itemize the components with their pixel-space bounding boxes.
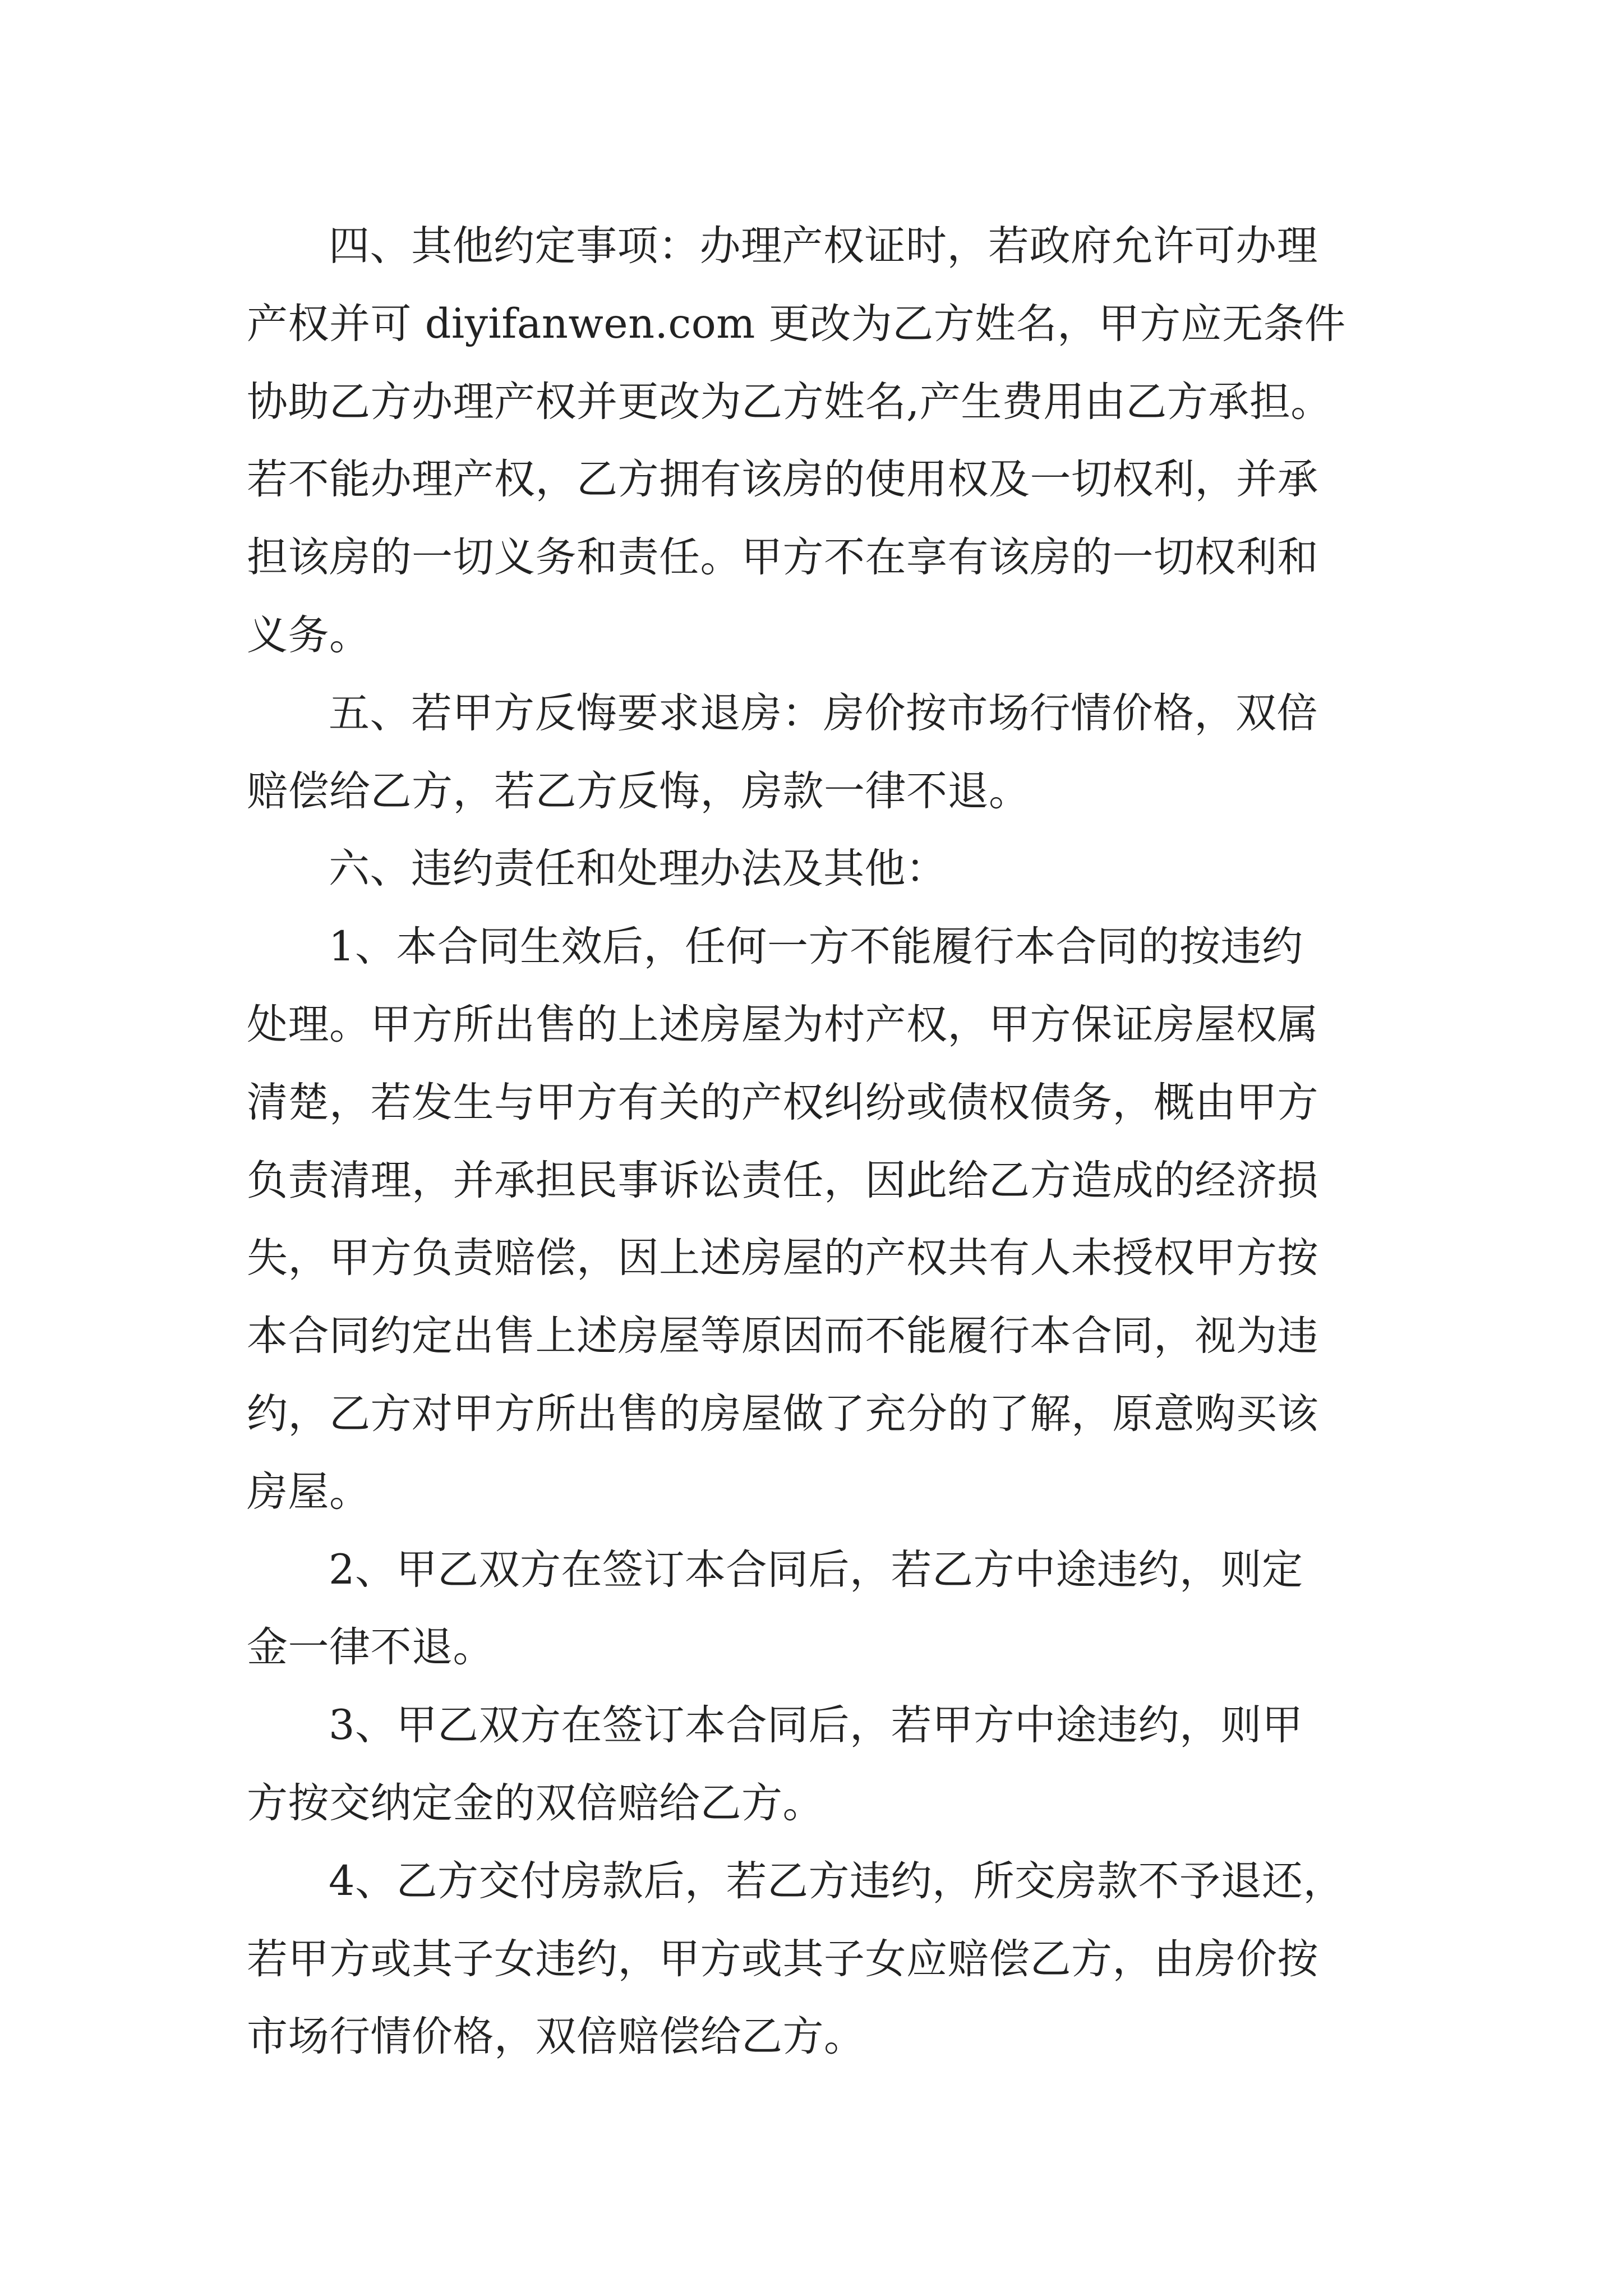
text-line: 3、甲乙双方在签订本合同后，若甲方中途违约，则甲 bbox=[329, 1701, 1303, 1750]
text-line: 处理。甲方所出售的上述房屋为村产权，甲方保证房屋权属 bbox=[247, 1000, 1318, 1048]
text-line: 约，乙方对甲方所出售的房屋做了充分的了解，原意购买该 bbox=[247, 1389, 1318, 1438]
text-line: 金一律不退。 bbox=[247, 1623, 494, 1672]
text-line: 六、违约责任和处理办法及其他： bbox=[329, 845, 947, 893]
text-line: 1、本合同生效后，任何一方不能履行本合同的按违约 bbox=[329, 923, 1303, 971]
text-line: 房屋。 bbox=[247, 1467, 371, 1516]
text-line: 担该房的一切义务和责任。甲方不在享有该房的一切权利和 bbox=[247, 533, 1318, 582]
text-line: 若甲方或其子女违约，甲方或其子女应赔偿乙方，由房价按 bbox=[247, 1935, 1318, 1983]
text-line: 市场行情价格，双倍赔偿给乙方。 bbox=[247, 2013, 865, 2061]
text-line: 四、其他约定事项：办理产权证时，若政府允许可办理 bbox=[329, 222, 1318, 270]
text-line: 若不能办理产权，乙方拥有该房的使用权及一切权利，并承 bbox=[247, 455, 1318, 504]
text-line: 失，甲方负责赔偿，因上述房屋的产权共有人未授权甲方按 bbox=[247, 1234, 1318, 1282]
text-line: 本合同约定出售上述房屋等原因而不能履行本合同，视为违 bbox=[247, 1312, 1318, 1360]
text-line: 赔偿给乙方，若乙方反悔，房款一律不退。 bbox=[247, 767, 1030, 815]
text-line: 4、乙方交付房款后，若乙方违约，所交房款不予退还， bbox=[329, 1857, 1344, 1905]
text-line: 负责清理，并承担民事诉讼责任，因此给乙方造成的经济损 bbox=[247, 1156, 1318, 1204]
document-body bbox=[247, 208, 1436, 2076]
text-line: 五、若甲方反悔要求退房：房价按市场行情价格，双倍 bbox=[329, 689, 1318, 737]
text-line: 方按交纳定金的双倍赔给乙方。 bbox=[247, 1779, 824, 1827]
text-line: 协助乙方办理产权并更改为乙方姓名,产生费用由乙方承担。 bbox=[247, 378, 1332, 426]
text-line: 清楚，若发生与甲方有关的产权纠纷或债权债务，概由甲方 bbox=[247, 1078, 1318, 1126]
text-line: 产权并可 diyifanwen.com 更改为乙方姓名，甲方应无条件 bbox=[247, 300, 1346, 348]
text-line: 2、甲乙双方在签订本合同后，若乙方中途违约，则定 bbox=[329, 1545, 1303, 1594]
text-line: 义务。 bbox=[247, 611, 371, 659]
